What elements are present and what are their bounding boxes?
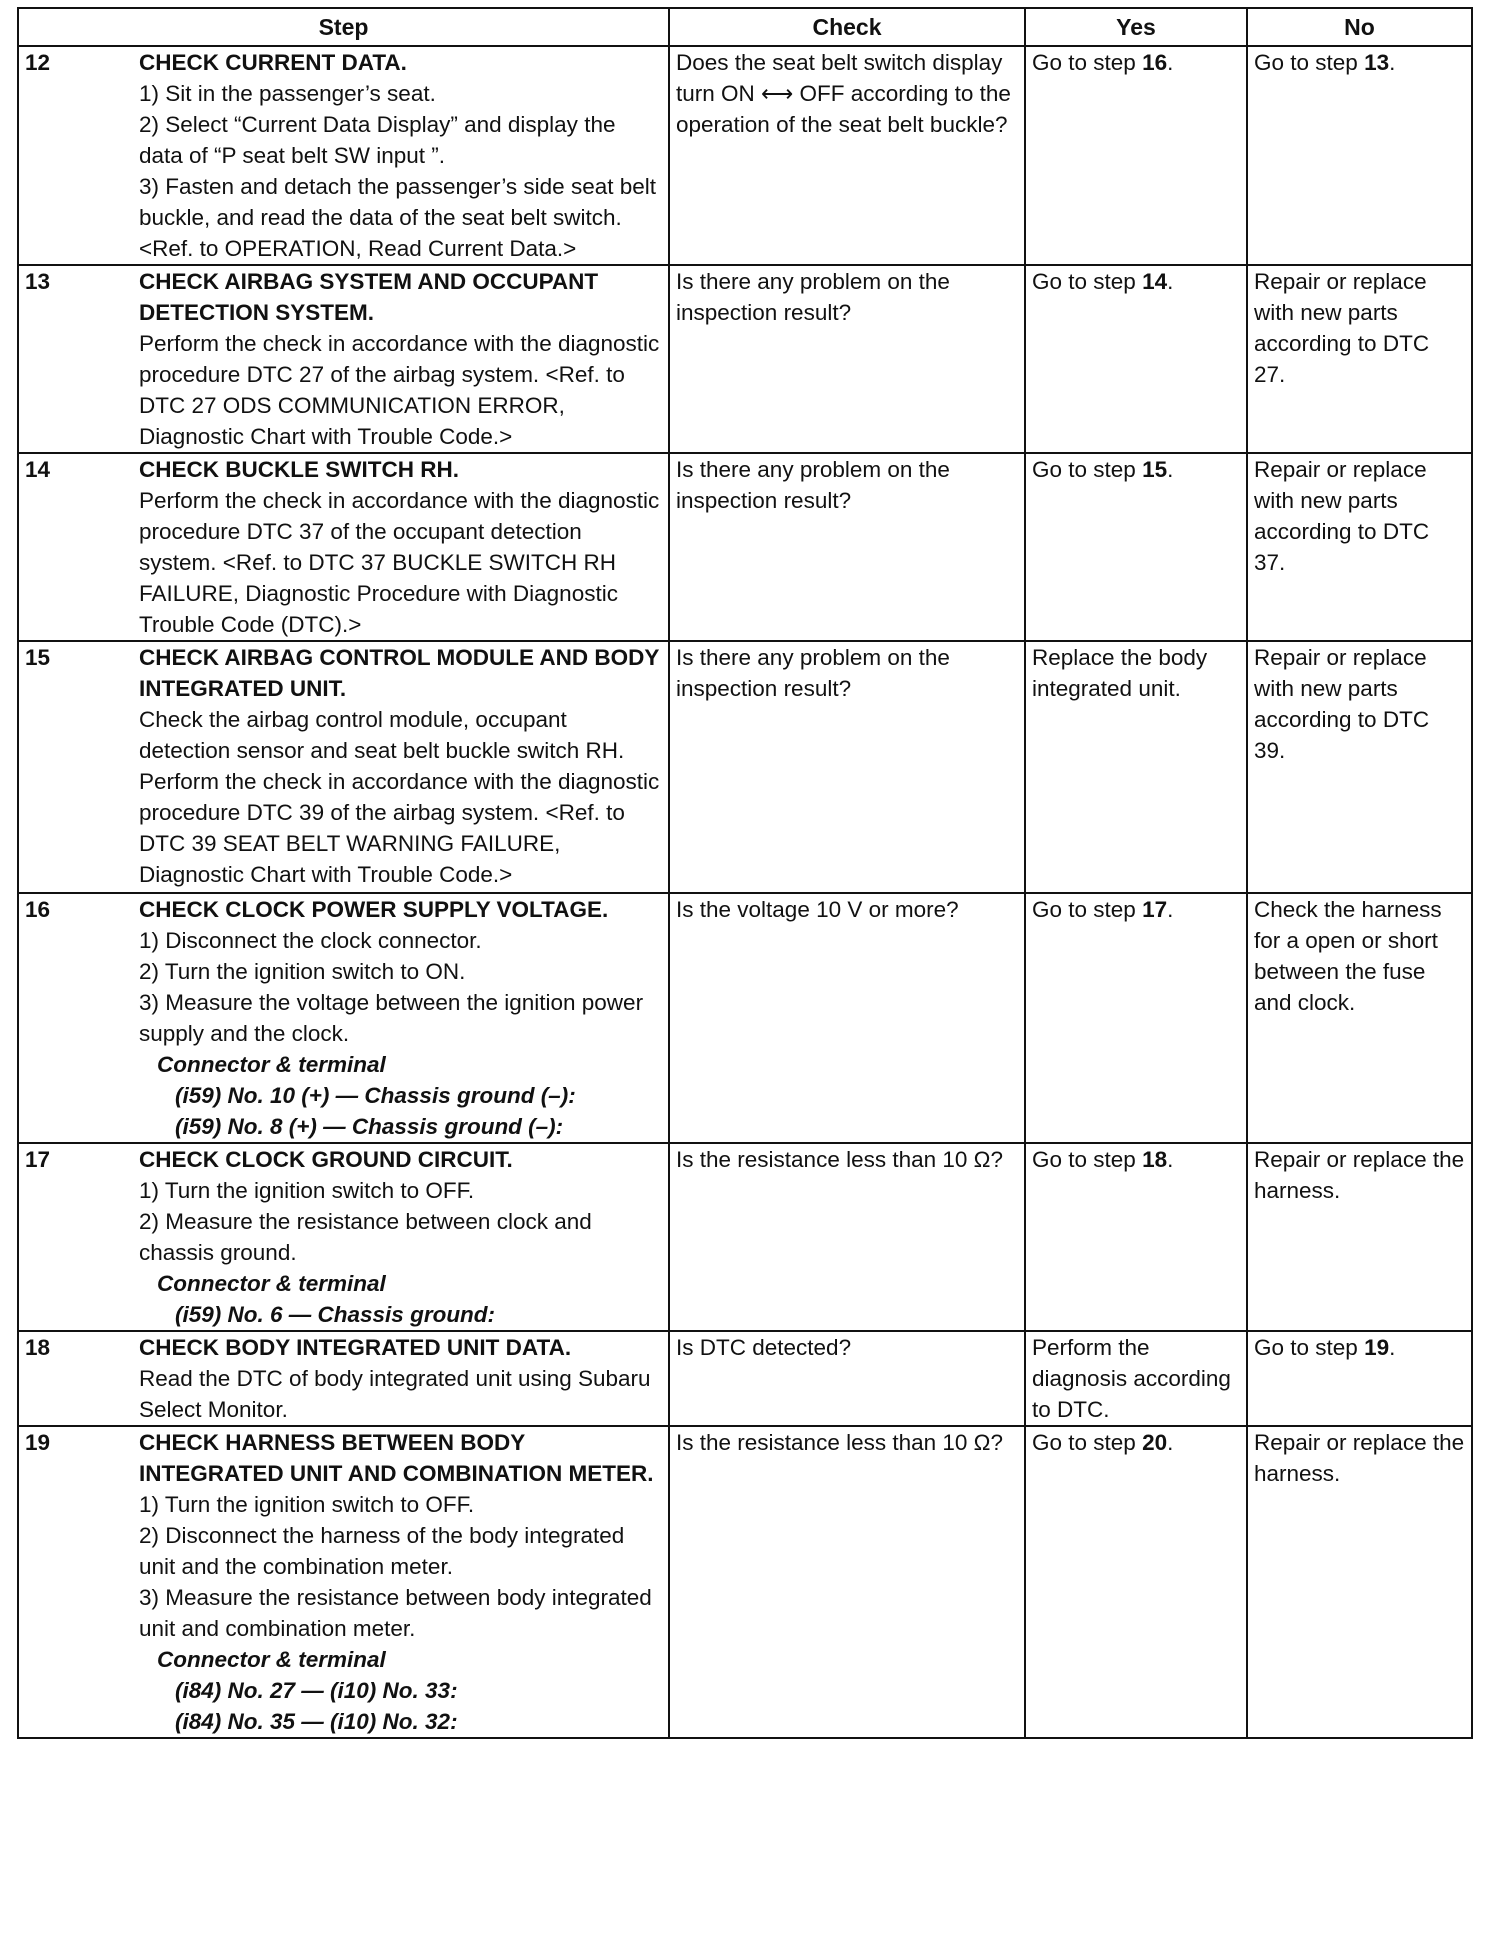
yes-text: Go to step — [1032, 457, 1143, 482]
step-body — [139, 1427, 662, 1737]
check-cell: Is the voltage 10 V or more? — [669, 893, 1025, 1143]
connector-label: Connector & terminal — [157, 1271, 386, 1296]
no-cell — [1247, 453, 1472, 641]
step-instruction: 3) Fasten and detach the passenger’s side seat belt buckle, and read the data of the seat belt switch. <Ref. to OPERATION, Read Current Data.> — [139, 174, 657, 261]
step-cell — [18, 1426, 669, 1738]
step-title: CHECK AIRBAG CONTROL MODULE AND BODY INTEGRATED UNIT. — [139, 645, 660, 701]
step-cell — [18, 1143, 669, 1331]
step-cell — [18, 453, 669, 641]
step-body — [139, 1144, 662, 1330]
no-cell — [1247, 46, 1472, 265]
step-title: CHECK CLOCK GROUND CIRCUIT. — [139, 1147, 513, 1172]
step-instruction: 2) Disconnect the harness of the body integrated unit and the combination meter. — [139, 1523, 625, 1579]
no-step-number: 19 — [1364, 1335, 1390, 1360]
step-instruction: 3) Measure the voltage between the ignition power supply and the clock. — [139, 990, 644, 1046]
no-text: Repair or replace the harness. — [1254, 1430, 1465, 1486]
yes-text: Go to step — [1032, 50, 1143, 75]
step-title: CHECK CLOCK POWER SUPPLY VOLTAGE. — [139, 897, 609, 922]
step-instruction: Perform the check in accordance with the diagnostic procedure DTC 37 of the occupant detection system. <Ref. to DTC 37 BUCKLE SWITCH RH FAILURE, Diagnostic Procedure with Diagnostic Trouble Code (DTC).> — [139, 488, 660, 637]
yes-tail: . — [1167, 50, 1174, 75]
yes-cell — [1025, 46, 1247, 265]
step-instruction: 2) Turn the ignition switch to ON. — [139, 959, 466, 984]
step-title: CHECK BODY INTEGRATED UNIT DATA. — [139, 1335, 572, 1360]
step-instruction: 2) Measure the resistance between clock and chassis ground. — [139, 1209, 592, 1265]
step-cell — [18, 265, 669, 453]
table-row — [18, 641, 1472, 893]
yes-tail: . — [1167, 897, 1174, 922]
no-cell — [1247, 1426, 1472, 1738]
table-row — [18, 893, 1472, 1143]
step-number: 18 — [25, 1335, 51, 1360]
step-body — [139, 266, 662, 452]
no-cell — [1247, 1331, 1472, 1426]
step-instruction: 1) Turn the ignition switch to OFF. — [139, 1492, 475, 1517]
step-instruction: 3) Measure the resistance between body integrated unit and combination meter. — [139, 1585, 652, 1641]
step-cell — [18, 46, 669, 265]
yes-step-number: 20 — [1142, 1430, 1168, 1455]
no-tail: . — [1389, 1335, 1396, 1360]
step-body — [139, 454, 662, 640]
yes-tail: . — [1167, 457, 1174, 482]
header-step: Step — [18, 8, 669, 46]
step-body — [139, 1332, 662, 1425]
yes-text: Go to step — [1032, 1430, 1143, 1455]
step-number: 12 — [25, 50, 51, 75]
terminal-spec: (i84) No. 27 — (i10) No. 33: — [175, 1678, 458, 1703]
check-cell: Is DTC detected? — [669, 1331, 1025, 1426]
yes-tail: . — [1167, 1147, 1174, 1172]
terminal-spec: (i59) No. 8 (+) — Chassis ground (–): — [175, 1114, 564, 1139]
header-row — [18, 8, 1472, 46]
table-row — [18, 1331, 1472, 1426]
yes-text: Go to step — [1032, 269, 1143, 294]
header-yes: Yes — [1025, 8, 1247, 46]
yes-step-number: 14 — [1142, 269, 1168, 294]
yes-text: Go to step — [1032, 1147, 1143, 1172]
step-instruction: Perform the check in accordance with the diagnostic procedure DTC 39 of the airbag system. <Ref. to DTC 39 SEAT BELT WARNING FAILURE, Diagnostic Chart with Trouble Code.> — [139, 769, 660, 887]
yes-cell — [1025, 453, 1247, 641]
step-body — [139, 894, 662, 1142]
step-instruction: Perform the check in accordance with the diagnostic procedure DTC 27 of the airbag system. <Ref. to DTC 27 ODS COMMUNICATION ERROR, Diagnostic Chart with Trouble Code.> — [139, 331, 660, 449]
step-instruction: 2) Select “Current Data Display” and display the data of “P seat belt SW input ”. — [139, 112, 616, 168]
table-row — [18, 265, 1472, 453]
step-instruction: Check the airbag control module, occupant detection sensor and seat belt buckle switch RH. — [139, 707, 625, 763]
yes-step-number: 17 — [1142, 897, 1168, 922]
step-number: 13 — [25, 269, 51, 294]
check-cell: Is there any problem on the inspection result? — [669, 453, 1025, 641]
terminal-spec: (i59) No. 6 — Chassis ground: — [175, 1302, 496, 1327]
yes-step-number: 15 — [1142, 457, 1168, 482]
step-body — [139, 47, 662, 264]
terminal-spec: (i84) No. 35 — (i10) No. 32: — [175, 1709, 458, 1734]
no-cell — [1247, 641, 1472, 893]
step-number: 16 — [25, 897, 51, 922]
yes-cell — [1025, 1426, 1247, 1738]
yes-cell — [1025, 265, 1247, 453]
yes-cell — [1025, 641, 1247, 893]
check-cell: Does the seat belt switch display turn ON ⟷ OFF according to the operation of the seat belt buckle? — [669, 46, 1025, 265]
yes-text: Replace the body integrated unit. — [1032, 645, 1208, 701]
step-cell — [18, 1331, 669, 1426]
no-text: Repair or replace with new parts according to DTC 39. — [1254, 645, 1430, 763]
check-cell: Is there any problem on the inspection result? — [669, 641, 1025, 893]
step-number: 15 — [25, 645, 51, 670]
step-cell — [18, 641, 669, 893]
table-row — [18, 1426, 1472, 1738]
no-step-number: 13 — [1364, 50, 1390, 75]
step-title: CHECK BUCKLE SWITCH RH. — [139, 457, 459, 482]
step-body — [139, 642, 662, 890]
table-row — [18, 1143, 1472, 1331]
no-text: Go to step — [1254, 1335, 1365, 1360]
no-cell — [1247, 893, 1472, 1143]
step-title: CHECK CURRENT DATA. — [139, 50, 407, 75]
terminal-spec: (i59) No. 10 (+) — Chassis ground (–): — [175, 1083, 576, 1108]
step-instruction: 1) Disconnect the clock connector. — [139, 928, 482, 953]
check-cell: Is the resistance less than 10 Ω? — [669, 1426, 1025, 1738]
no-text: Repair or replace with new parts according to DTC 27. — [1254, 269, 1430, 387]
no-text: Go to step — [1254, 50, 1365, 75]
yes-tail: . — [1167, 269, 1174, 294]
check-cell: Is there any problem on the inspection result? — [669, 265, 1025, 453]
step-number: 19 — [25, 1430, 51, 1455]
step-number: 14 — [25, 457, 51, 482]
step-number: 17 — [25, 1147, 51, 1172]
yes-cell — [1025, 1143, 1247, 1331]
yes-text: Go to step — [1032, 897, 1143, 922]
table-row — [18, 46, 1472, 265]
no-text: Check the harness for a open or short between the fuse and clock. — [1254, 897, 1442, 1015]
header-check: Check — [669, 8, 1025, 46]
step-instruction: 1) Sit in the passenger’s seat. — [139, 81, 436, 106]
diagnostic-table — [17, 7, 1473, 1739]
no-tail: . — [1389, 50, 1396, 75]
yes-tail: . — [1167, 1430, 1174, 1455]
no-text: Repair or replace with new parts according to DTC 37. — [1254, 457, 1430, 575]
connector-label: Connector & terminal — [157, 1647, 386, 1672]
no-cell — [1247, 1143, 1472, 1331]
step-title: CHECK AIRBAG SYSTEM AND OCCUPANT DETECTION SYSTEM. — [139, 269, 599, 325]
step-title: CHECK HARNESS BETWEEN BODY INTEGRATED UNIT AND COMBINATION METER. — [139, 1430, 654, 1486]
step-instruction: Read the DTC of body integrated unit using Subaru Select Monitor. — [139, 1366, 651, 1422]
step-instruction: 1) Turn the ignition switch to OFF. — [139, 1178, 475, 1203]
yes-cell — [1025, 893, 1247, 1143]
yes-cell — [1025, 1331, 1247, 1426]
no-text: Repair or replace the harness. — [1254, 1147, 1465, 1203]
step-cell — [18, 893, 669, 1143]
no-cell — [1247, 265, 1472, 453]
header-no: No — [1247, 8, 1472, 46]
yes-step-number: 16 — [1142, 50, 1168, 75]
table-row — [18, 453, 1472, 641]
connector-label: Connector & terminal — [157, 1052, 386, 1077]
yes-step-number: 18 — [1142, 1147, 1168, 1172]
check-cell: Is the resistance less than 10 Ω? — [669, 1143, 1025, 1331]
yes-text: Perform the diagnosis according to DTC. — [1032, 1335, 1231, 1422]
